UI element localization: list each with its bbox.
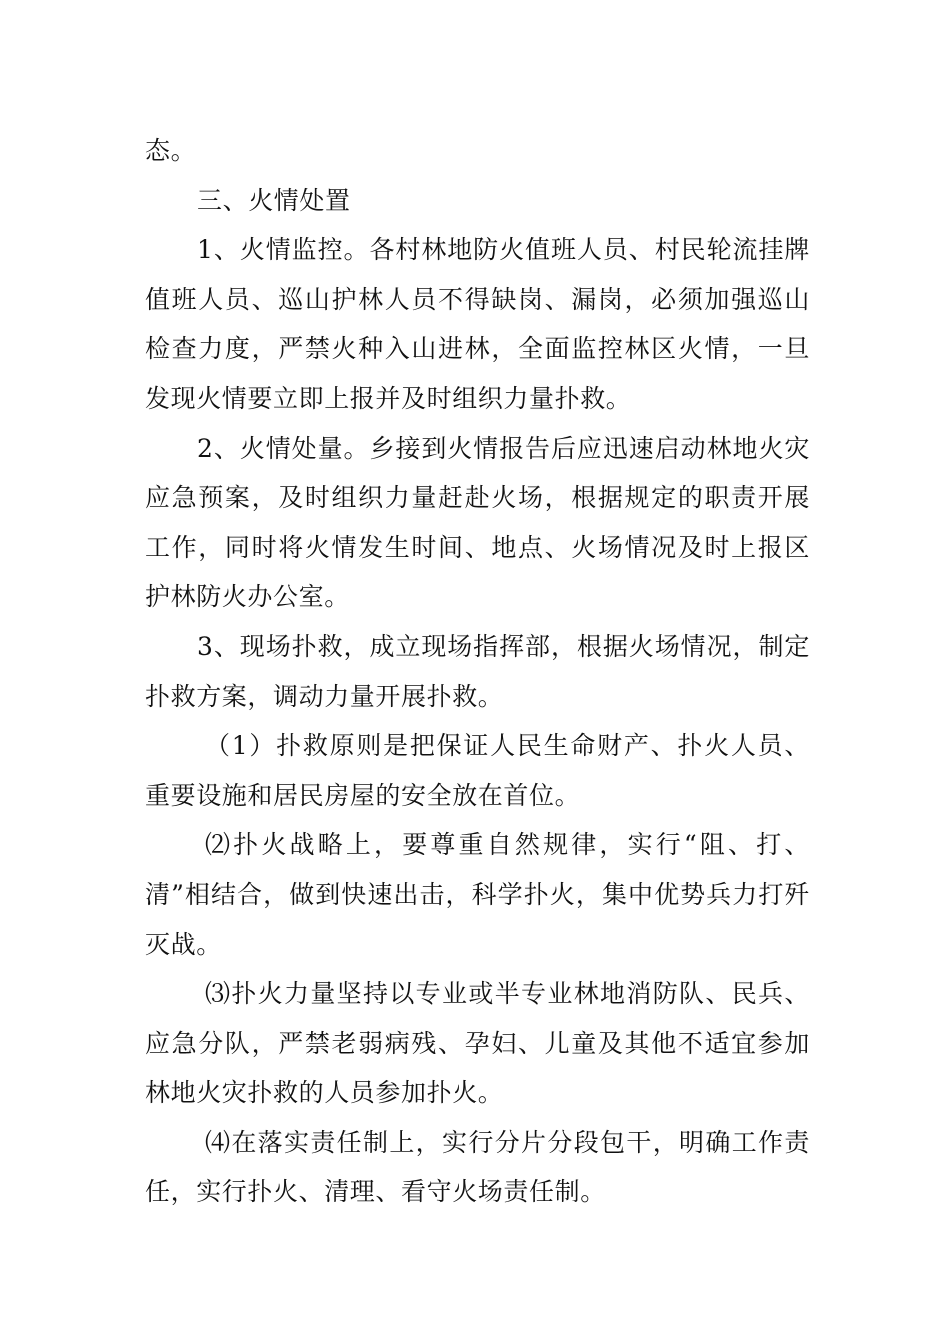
section-heading: 三、火情处置	[197, 185, 351, 215]
paragraph-rescue-strategy: ⑵扑火战略上，要尊重自然规律，实行“阻、打、清”相结合，做到快速出击，科学扑火，集中优势兵力打歼灭战。	[145, 830, 810, 959]
paragraph-fire-handling: 2、火情处量。乡接到火情报告后应迅速启动林地火灾应急预案，及时组织力量赶赴火场，根据规定的职责开展工作，同时将火情发生时间、地点、火场情况及时上报区护林防火办公室。	[145, 433, 810, 612]
paragraph-rescue-principle: （1）扑救原则是把保证人民生命财产、扑火人员、重要设施和居民房屋的安全放在首位。	[145, 731, 810, 810]
paragraph-responsibility: ⑷在落实责任制上，实行分片分段包干，明确工作责任，实行扑火、清理、看守火场责任制。	[145, 1127, 810, 1207]
paragraph-continuation: 态。	[145, 136, 197, 165]
paragraph-rescue-force: ⑶扑火力量坚持以专业或半专业林地消防队、民兵、应急分队，严禁老弱病残、孕妇、儿童及其他不适宜参加林地火灾扑救的人员参加扑火。	[145, 979, 810, 1108]
document-body	[145, 126, 810, 1217]
paragraph-fire-monitoring: 1、火情监控。各村林地防火值班人员、村民轮流挂牌值班人员、巡山护林人员不得缺岗、漏岗，必须加强巡山检查力度，严禁火种入山进林，全面监控林区火情，一旦发现火情要立即上报并及时组织力量扑救。	[145, 235, 810, 413]
paragraph-onsite-rescue: 3、现场扑救，成立现场指挥部，根据火场情况，制定扑救方案，调动力量开展扑救。	[145, 631, 810, 711]
